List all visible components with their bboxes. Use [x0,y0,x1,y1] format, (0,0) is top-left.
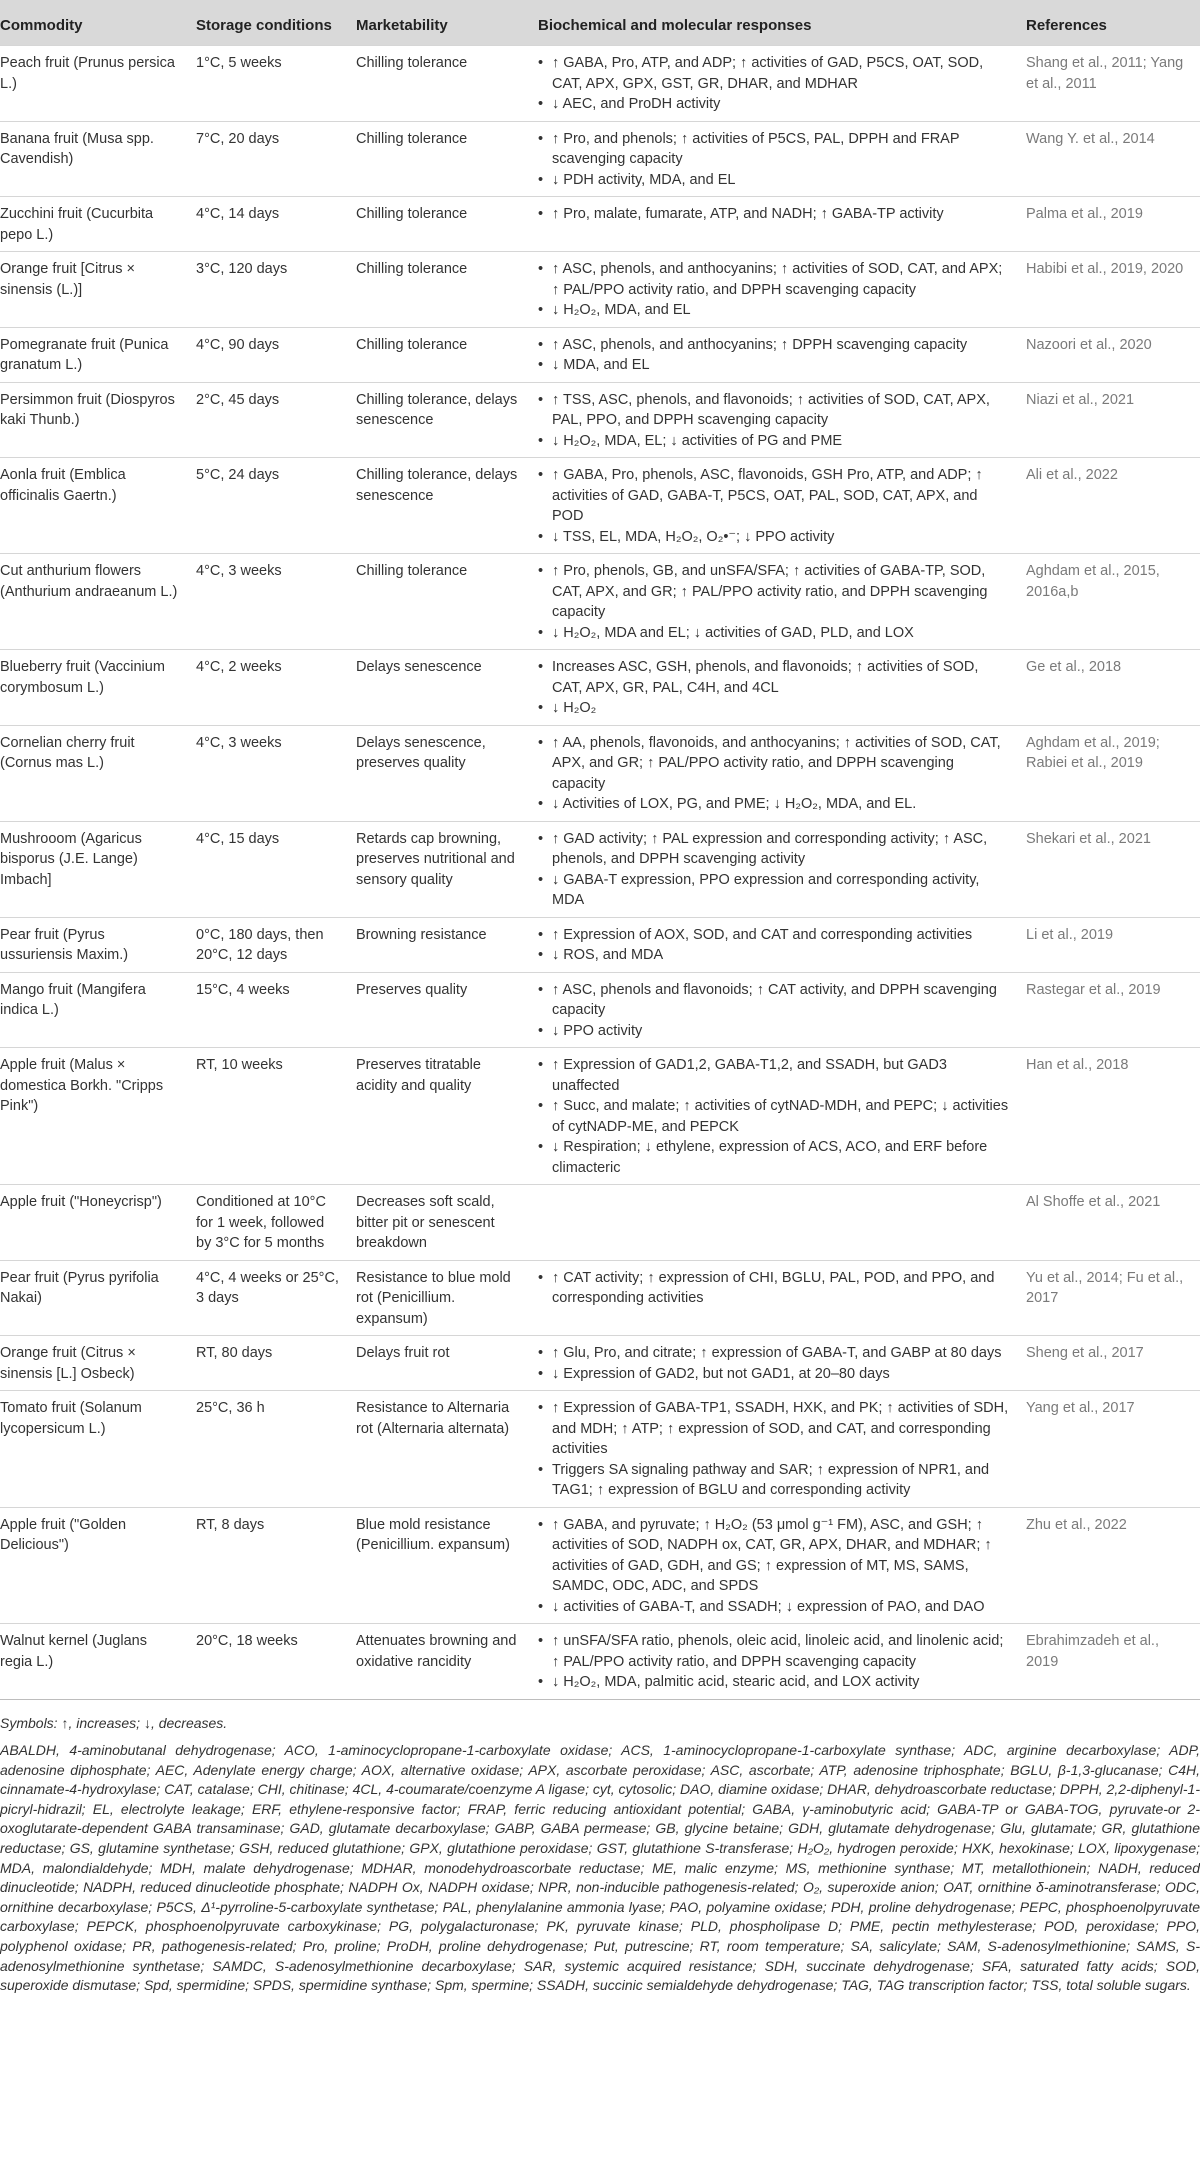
table-row [0,1185,1200,1261]
cell-commodity: Persimmon fruit (Diospyros kaki Thunb.) [0,382,188,458]
table-row [0,1336,1200,1391]
cell-commodity: Cut anthurium flowers (Anthurium andraeanum L.) [0,554,188,650]
response-item: • ↓ PDH activity, MDA, and EL [538,170,1010,191]
cell-storage: 7°C, 20 days [188,121,348,197]
cell-responses [530,1336,1018,1391]
table-row [0,382,1200,458]
cell-storage: 4°C, 14 days [188,197,348,252]
cell-storage: 15°C, 4 weeks [188,972,348,1048]
cell-commodity: Peach fruit (Prunus persica L.) [0,46,188,122]
cell-commodity: Mushrooom (Agaricus bisporus (J.E. Lange) Imbach] [0,821,188,917]
cell-marketability: Browning resistance [348,917,530,972]
cell-responses [530,382,1018,458]
cell-responses [530,197,1018,252]
table-row [0,1624,1200,1699]
response-item: • ↓ MDA, and EL [538,355,1010,376]
table-row [0,327,1200,382]
cell-responses [530,252,1018,328]
cell-storage: 20°C, 18 weeks [188,1624,348,1699]
cell-responses [530,821,1018,917]
response-item: • ↓ PPO activity [538,1021,1010,1042]
cell-commodity: Zucchini fruit (Cucurbita pepo L.) [0,197,188,252]
cell-references: Rastegar et al., 2019 [1018,972,1200,1048]
response-item: • ↑ AA, phenols, flavonoids, and anthocyanins; ↑ activities of SOD, CAT, APX, and GR; ↑ PAL/PPO activity ratio, and DPPH scavenging capacity [538,733,1010,795]
cell-responses [530,1048,1018,1185]
cell-storage: 5°C, 24 days [188,458,348,554]
cell-marketability: Delays senescence [348,650,530,726]
cell-marketability: Decreases soft scald, bitter pit or senescent breakdown [348,1185,530,1261]
cell-references: Zhu et al., 2022 [1018,1507,1200,1624]
cell-storage: RT, 8 days [188,1507,348,1624]
response-item: • ↓ H₂O₂, MDA, and EL [538,300,1010,321]
response-item: • ↑ Glu, Pro, and citrate; ↑ expression of GABA-T, and GABP at 80 days [538,1343,1010,1364]
cell-responses [530,121,1018,197]
response-item: • ↑ GAD activity; ↑ PAL expression and corresponding activity; ↑ ASC, phenols, and DPPH scavenging activity [538,829,1010,870]
response-item: • Triggers SA signaling pathway and SAR; ↑ expression of NPR1, and TAG1; ↑ expression of BGLU and corresponding activity [538,1460,1010,1501]
cell-storage: 4°C, 2 weeks [188,650,348,726]
cell-marketability: Chilling tolerance [348,46,530,122]
cell-references: Niazi et al., 2021 [1018,382,1200,458]
header-references: References [1018,0,1200,46]
response-item: • ↑ Expression of GABA-TP1, SSADH, HXK, and PK; ↑ activities of SDH, and MDH; ↑ ATP; ↑ expression of SOD, and CAT, and corresponding activities [538,1398,1010,1460]
cell-responses [530,1391,1018,1508]
table-row [0,917,1200,972]
cell-references: Wang Y. et al., 2014 [1018,121,1200,197]
table-row [0,121,1200,197]
cell-storage: 4°C, 15 days [188,821,348,917]
response-item: • ↓ H₂O₂, MDA, palmitic acid, stearic acid, and LOX activity [538,1672,1010,1693]
cell-storage: Conditioned at 10°C for 1 week, followed by 3°C for 5 months [188,1185,348,1261]
response-item: • ↑ Succ, and malate; ↑ activities of cytNAD-MDH, and PEPC; ↓ activities of cytNADP-ME, and PEPCK [538,1096,1010,1137]
table-row [0,1048,1200,1185]
header-responses: Biochemical and molecular responses [530,0,1018,46]
cell-references: Yu et al., 2014; Fu et al., 2017 [1018,1260,1200,1336]
cell-commodity: Mango fruit (Mangifera indica L.) [0,972,188,1048]
cell-commodity: Blueberry fruit (Vaccinium corymbosum L.) [0,650,188,726]
footnote-abbreviations: ABALDH, 4-aminobutanal dehydrogenase; ACO, 1-aminocyclopropane-1-carboxylate oxidase; ACS, 1-aminocyclopropane-1-carboxylate synthase; ADC, arginine decarboxylase; ADP, adenosine diphosphate; AEC, Adenylate energy charge; AOX, alternative oxidase; APX, ascorbate peroxidase; ASC, ascorbate; ATP, adenosine triphosphate; BGLU, β-1,3-glucanase; C4H, cinnamate-4-hydroxylase; CAT, catalase; CHI, chitinase; 4CL, 4-coumarate/coenzyme A ligase; cyt, cytosolic; DAO, diamine oxidase; DHAR, dehydroascorbate reductase; DPPH, 2,2-diphenyl-1-picryl-hidrazil; EL, electrolyte leakage; ERF, ethylene-responsive factor; FRAP, ferric reducing antioxidant potential; GABA, γ-aminobutyric acid; GABA-TP or GABA-TOG, pyruvate-or 2-oxoglutarate-dependent GABA transaminase; GAD, glutamate decarboxylase; GABP, GABA permease; GB, glycine betaine; GDH, glutamate dehydrogenase; Glu, glutamate; GR, glutathione reductase; GS, glutamine synthetase; GSH, reduced glutathione; GPX, glutathione peroxidase; GST, glutathione S-transferase; H₂O₂, hydrogen peroxide; HXK, hexokinase; LOX, lipoxygenase; MDA, malondialdehyde; MDH, malate dehydrogenase; MDHAR, monodehydroascorbate reductase; ME, malic enzyme; MS, methionine synthase; MT, metallothionein; NADH, reduced dinucleotide; NADPH, reduced dinucleotide phosphate; NADPH Ox, NADPH oxidase; NPR, non-inducible pathogenesis-related; O₂, superoxide anion; OAT, ornithine δ-aminotransferase; ODC, ornithine decarboxylase; P5CS, Δ¹-pyrroline-5-carboxylate synthetase; PAL, phenylalanine ammonia lyase; PAO, polyamine oxidase; PDH, proline dehydrogenase; PEPC, phosphoenolpyruvate carboxylase; PEPCK, phosphoenolpyruvate carboxykinase; PG, polygalacturonase; PK, pyruvate kinase; PLD, phospholipase D; PME, pectin methylesterase; POD, peroxidase; PPO, polyphenol oxidase; PR, pathogenesis-related; Pro, proline; ProDH, proline dehydrogenase; Put, putrescine; RT, room temperature; SA, salicylate; SAM, S-adenosylmethionine; SAMS, S-adenosylmethionine synthetase; SAMDC, S-adenosylmethionine decarboxylase; SAR, systemic acquired resistance; SDH, succinate dehydrogenase; SFA, saturated fatty acids; SOD, superoxide dismutase; Spd, spermidine; SPDS, spermidine synthase; Spm, spermine; SSADH, succinic semialdehyde dehydrogenase; TAG, TAG transcription factor; TSS, total soluble sugars. [0,1742,1200,1994]
table-footnote [0,1699,1200,1996]
cell-responses [530,1507,1018,1624]
cell-references: Shekari et al., 2021 [1018,821,1200,917]
table-row [0,554,1200,650]
response-item: • ↓ H₂O₂, MDA, EL; ↓ activities of PG and PME [538,431,1010,452]
cell-references: Nazoori et al., 2020 [1018,327,1200,382]
response-item: • ↑ CAT activity; ↑ expression of CHI, BGLU, PAL, POD, and PPO, and corresponding activities [538,1268,1010,1309]
cell-commodity: Apple fruit (Malus × domestica Borkh. "Cripps Pink") [0,1048,188,1185]
response-item: • ↑ Expression of GAD1,2, GABA-T1,2, and SSADH, but GAD3 unaffected [538,1055,1010,1096]
cell-marketability: Chilling tolerance [348,252,530,328]
cell-storage: 4°C, 90 days [188,327,348,382]
response-item: • ↑ ASC, phenols, and anthocyanins; ↑ activities of SOD, CAT, and APX; ↑ PAL/PPO activity ratio, and DPPH scavenging capacity [538,259,1010,300]
cell-marketability: Chilling tolerance, delays senescence [348,382,530,458]
table-row [0,821,1200,917]
cell-storage: 4°C, 4 weeks or 25°C, 3 days [188,1260,348,1336]
response-item: • ↑ GABA, Pro, ATP, and ADP; ↑ activities of GAD, P5CS, OAT, SOD, CAT, APX, GPX, GST, GR, DHAR, and MDHAR [538,53,1010,94]
cell-marketability: Chilling tolerance [348,197,530,252]
cell-responses [530,46,1018,122]
cell-marketability: Attenuates browning and oxidative rancidity [348,1624,530,1699]
header-marketability: Marketability [348,0,530,46]
response-item: • ↓ Expression of GAD2, but not GAD1, at 20–80 days [538,1364,1010,1385]
table-row [0,46,1200,122]
cell-responses [530,458,1018,554]
header-storage-conditions: Storage conditions [188,0,348,46]
response-item: • ↑ Pro, malate, fumarate, ATP, and NADH; ↑ GABA-TP activity [538,204,1010,225]
cell-commodity: Apple fruit ("Honeycrisp") [0,1185,188,1261]
cell-marketability: Chilling tolerance, delays senescence [348,458,530,554]
response-item: • ↑ GABA, and pyruvate; ↑ H₂O₂ (53 μmol g⁻¹ FM), ASC, and GSH; ↑ activities of SOD, NADPH ox, CAT, GR, APX, DHAR, and MDHAR; ↑ activities of GAD, GDH, and GS; ↑ expression of MT, MS, SAMS, SAMDC, ODC, ADC, and SPDS [538,1515,1010,1597]
response-item: • ↓ Respiration; ↓ ethylene, expression of ACS, ACO, and ERF before climacteric [538,1137,1010,1178]
cell-marketability: Chilling tolerance [348,554,530,650]
response-item: • ↑ GABA, Pro, phenols, ASC, flavonoids, GSH Pro, ATP, and ADP; ↑ activities of GAD, GABA-T, P5CS, OAT, PAL, SOD, CAT, APX, and POD [538,465,1010,527]
table-row [0,1391,1200,1508]
cell-responses [530,725,1018,821]
cell-references: Ali et al., 2022 [1018,458,1200,554]
cell-responses [530,554,1018,650]
cell-commodity: Orange fruit (Citrus × sinensis [L.] Osbeck) [0,1336,188,1391]
cell-references: Li et al., 2019 [1018,917,1200,972]
cell-storage: 1°C, 5 weeks [188,46,348,122]
cell-references: Aghdam et al., 2015, 2016a,b [1018,554,1200,650]
table-header [0,0,1200,46]
cell-marketability: Retards cap browning, preserves nutritional and sensory quality [348,821,530,917]
table-row [0,197,1200,252]
response-item: • ↑ Pro, phenols, GB, and unSFA/SFA; ↑ activities of GABA-TP, SOD, CAT, APX, and GR; ↑ PAL/PPO activity ratio, and DPPH scavenging capacity [538,561,1010,623]
response-item: • ↑ ASC, phenols, and anthocyanins; ↑ DPPH scavenging capacity [538,335,1010,356]
cell-marketability: Preserves quality [348,972,530,1048]
cell-storage: 25°C, 36 h [188,1391,348,1508]
cell-commodity: Walnut kernel (Juglans regia L.) [0,1624,188,1699]
response-item: • ↑ unSFA/SFA ratio, phenols, oleic acid, linoleic acid, and linolenic acid; ↑ PAL/PPO activity ratio, and DPPH scavenging capacity [538,1631,1010,1672]
cell-commodity: Pear fruit (Pyrus ussuriensis Maxim.) [0,917,188,972]
response-item: • ↑ ASC, phenols and flavonoids; ↑ CAT activity, and DPPH scavenging capacity [538,980,1010,1021]
cell-commodity: Orange fruit [Citrus × sinensis (L.)] [0,252,188,328]
table-row [0,972,1200,1048]
footnote-symbols: Symbols: ↑, increases; ↓, decreases. [0,1714,228,1731]
response-item: • ↓ H₂O₂, MDA and EL; ↓ activities of GAD, PLD, and LOX [538,623,1010,644]
cell-commodity: Aonla fruit (Emblica officinalis Gaertn.) [0,458,188,554]
cell-storage: 3°C, 120 days [188,252,348,328]
cell-marketability: Delays fruit rot [348,1336,530,1391]
response-item: • ↓ activities of GABA-T, and SSADH; ↓ expression of PAO, and DAO [538,1597,1010,1618]
cell-marketability: Chilling tolerance [348,121,530,197]
cell-references: Han et al., 2018 [1018,1048,1200,1185]
cell-storage: RT, 10 weeks [188,1048,348,1185]
cell-responses [530,650,1018,726]
cell-storage: 2°C, 45 days [188,382,348,458]
cell-commodity: Banana fruit (Musa spp. Cavendish) [0,121,188,197]
cell-responses [530,1260,1018,1336]
table-row [0,1507,1200,1624]
cell-marketability: Preserves titratable acidity and quality [348,1048,530,1185]
cell-storage: 4°C, 3 weeks [188,554,348,650]
table-row [0,458,1200,554]
cell-marketability: Blue mold resistance (Penicillium. expansum) [348,1507,530,1624]
response-item: • ↓ AEC, and ProDH activity [538,94,1010,115]
table-row [0,252,1200,328]
table-row [0,725,1200,821]
cell-commodity: Pomegranate fruit (Punica granatum L.) [0,327,188,382]
cell-references: Aghdam et al., 2019; Rabiei et al., 2019 [1018,725,1200,821]
cell-references: Ge et al., 2018 [1018,650,1200,726]
response-item: • ↑ TSS, ASC, phenols, and flavonoids; ↑ activities of SOD, CAT, APX, PAL, PPO, and DPPH scavenging capacity [538,390,1010,431]
table-row [0,1260,1200,1336]
response-item: • ↓ TSS, EL, MDA, H₂O₂, O₂•⁻; ↓ PPO activity [538,527,1010,548]
cell-responses [530,1185,1018,1261]
cell-marketability: Resistance to Alternaria rot (Alternaria alternata) [348,1391,530,1508]
cell-storage: 4°C, 3 weeks [188,725,348,821]
cell-commodity: Pear fruit (Pyrus pyrifolia Nakai) [0,1260,188,1336]
cell-marketability: Delays senescence, preserves quality [348,725,530,821]
header-commodity: Commodity [0,0,188,46]
cell-commodity: Cornelian cherry fruit (Cornus mas L.) [0,725,188,821]
cell-storage: 0°C, 180 days, then 20°C, 12 days [188,917,348,972]
response-item: • ↓ ROS, and MDA [538,945,1010,966]
cell-marketability: Chilling tolerance [348,327,530,382]
cell-references: Habibi et al., 2019, 2020 [1018,252,1200,328]
response-item: • ↓ GABA-T expression, PPO expression and corresponding activity, MDA [538,870,1010,911]
cell-responses [530,1624,1018,1699]
cell-references: Palma et al., 2019 [1018,197,1200,252]
cell-references: Yang et al., 2017 [1018,1391,1200,1508]
cell-storage: RT, 80 days [188,1336,348,1391]
response-item: • Increases ASC, GSH, phenols, and flavonoids; ↑ activities of SOD, CAT, APX, GR, PAL, C4H, and 4CL [538,657,1010,698]
cell-references: Al Shoffe et al., 2021 [1018,1185,1200,1261]
cell-commodity: Apple fruit ("Golden Delicious") [0,1507,188,1624]
cell-references: Shang et al., 2011; Yang et al., 2011 [1018,46,1200,122]
table-row [0,650,1200,726]
cell-commodity: Tomato fruit (Solanum lycopersicum L.) [0,1391,188,1508]
response-item: • ↑ Pro, and phenols; ↑ activities of P5CS, PAL, DPPH and FRAP scavenging capacity [538,129,1010,170]
cell-references: Ebrahimzadeh et al., 2019 [1018,1624,1200,1699]
response-item: • ↓ H₂O₂ [538,698,1010,719]
cell-responses [530,327,1018,382]
cell-marketability: Resistance to blue mold rot (Penicillium. expansum) [348,1260,530,1336]
cell-references: Sheng et al., 2017 [1018,1336,1200,1391]
cell-responses [530,972,1018,1048]
response-item: • ↑ Expression of AOX, SOD, and CAT and corresponding activities [538,925,1010,946]
response-item: • ↓ Activities of LOX, PG, and PME; ↓ H₂O₂, MDA, and EL. [538,794,1010,815]
cell-responses [530,917,1018,972]
table-body [0,46,1200,1699]
